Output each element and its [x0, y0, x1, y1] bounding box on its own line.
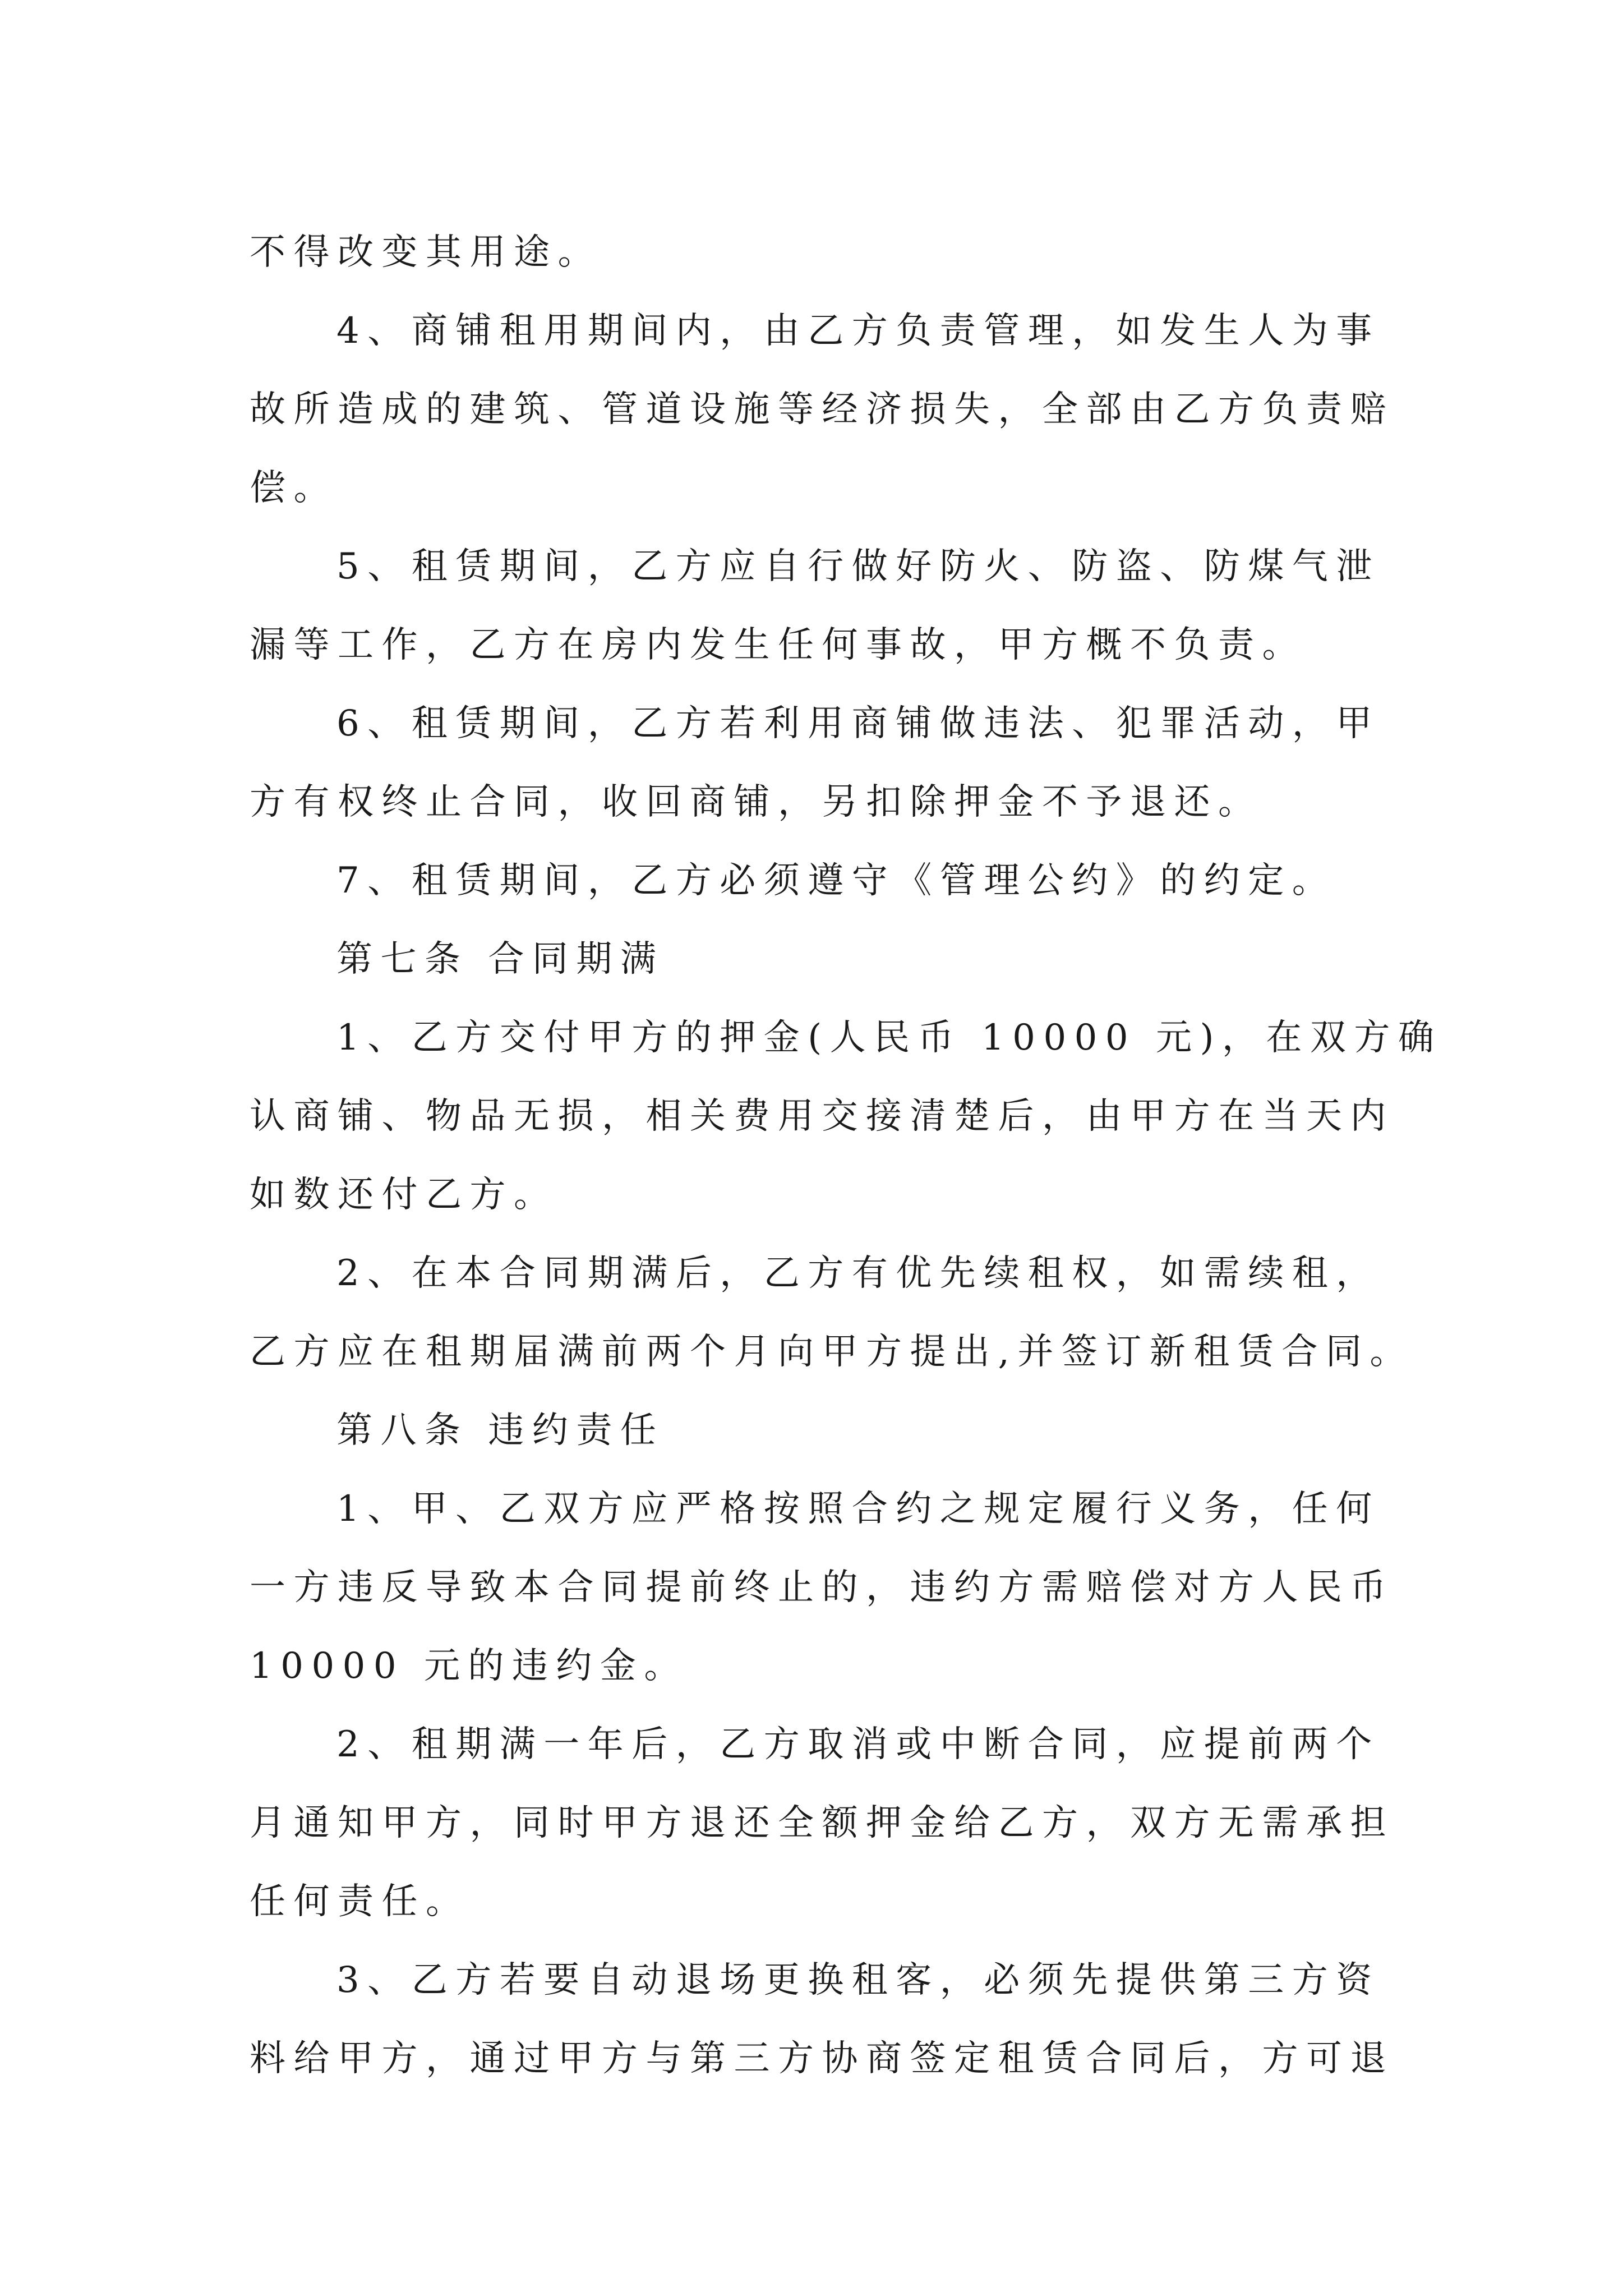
- text-line: 1、乙方交付甲方的押金(人民币 10000 元)，在双方确: [336, 1017, 1442, 1059]
- text-line: 月通知甲方，同时甲方退还全额押金给乙方，双方无需承担: [250, 1802, 1394, 1844]
- text-line: 6、租赁期间，乙方若利用商铺做违法、犯罪活动，甲: [336, 703, 1380, 744]
- text-line: 3、乙方若要自动退场更换租客，必须先提供第三方资: [336, 1959, 1380, 2001]
- text-line: 一方违反导致本合同提前终止的，违约方需赔偿对方人民币: [250, 1567, 1394, 1608]
- contract-text: [250, 213, 1442, 2098]
- text-line: 1、甲、乙双方应严格按照合约之规定履行义务，任何: [336, 1488, 1380, 1530]
- text-line: 认商铺、物品无损，相关费用交接清楚后，由甲方在当天内: [250, 1096, 1394, 1137]
- text-line: 2、租期满一年后，乙方取消或中断合同，应提前两个: [336, 1724, 1380, 1765]
- text-line: 如数还付乙方。: [250, 1174, 558, 1216]
- section-heading: 第八条 违约责任: [336, 1410, 665, 1451]
- text-line: 不得改变其用途。: [250, 232, 602, 273]
- text-line: 5、租赁期间，乙方应自行做好防火、防盗、防煤气泄: [336, 546, 1380, 587]
- text-line: 方有权终止合同，收回商铺，另扣除押金不予退还。: [250, 781, 1262, 823]
- text-line: 任何责任。: [250, 1881, 470, 1922]
- text-line: 10000 元的违约金。: [250, 1645, 688, 1687]
- text-line: 乙方应在租期届满前两个月向甲方提出,并签订新租赁合同。: [250, 1331, 1414, 1373]
- section-heading: 第七条 合同期满: [336, 938, 665, 980]
- text-line: 4、商铺租用期间内，由乙方负责管理，如发生人为事: [336, 310, 1380, 352]
- text-line: 2、在本合同期满后，乙方有优先续租权，如需续租，: [336, 1253, 1380, 1294]
- text-line: 故所造成的建筑、管道设施等经济损失，全部由乙方负责赔: [250, 389, 1394, 430]
- text-line: 漏等工作，乙方在房内发生任何事故，甲方概不负责。: [250, 624, 1306, 666]
- text-line: 料给甲方，通过甲方与第三方协商签定租赁合同后，方可退: [250, 2038, 1394, 2079]
- text-line: 7、租赁期间，乙方必须遵守《管理公约》的约定。: [336, 860, 1336, 901]
- text-line: 偿。: [250, 467, 338, 509]
